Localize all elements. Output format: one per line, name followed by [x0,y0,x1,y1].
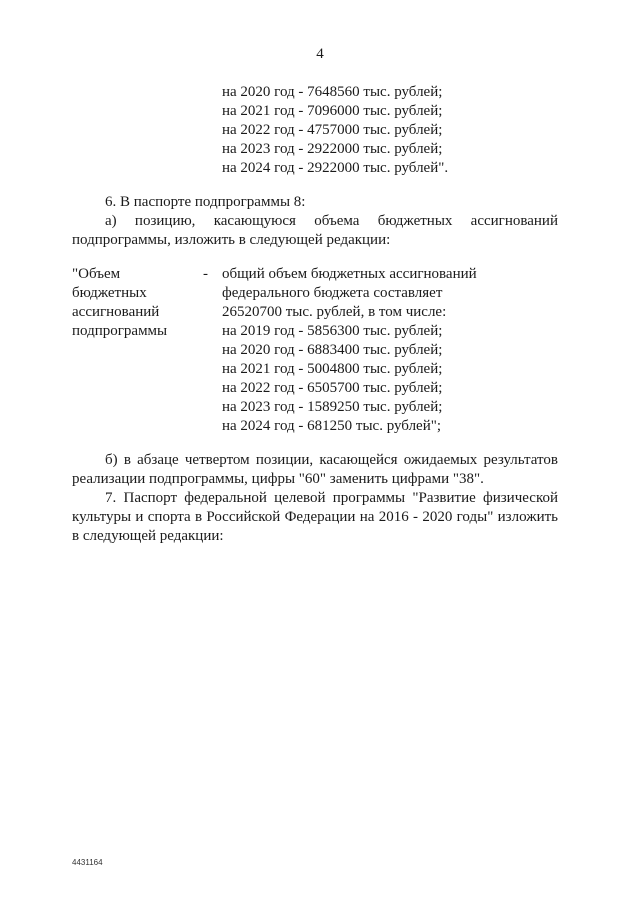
table-value-line: на 2023 год - 1589250 тыс. рублей; [222,399,443,415]
list-item: на 2023 год - 2922000 тыс. рублей; [222,141,443,157]
table-dash: - [203,266,208,282]
item-7-line-3: в следующей редакции: [72,528,224,544]
item-6-heading: 6. В паспорте подпрограммы 8: [105,194,306,210]
list-item: на 2024 год - 2922000 тыс. рублей". [222,160,449,176]
table-value-line: федерального бюджета составляет [222,285,443,301]
item-6a-line-2: подпрограммы, изложить в следующей редакции: [72,232,391,248]
document-code: 4431164 [72,858,103,867]
list-item: на 2021 год - 7096000 тыс. рублей; [222,103,443,119]
table-label-line: ассигнований [72,304,160,320]
table-value-line: общий объем бюджетных ассигнований [222,266,477,282]
table-value-line: 26520700 тыс. рублей, в том числе: [222,304,447,320]
table-value-line: на 2022 год - 6505700 тыс. рублей; [222,380,443,396]
item-6a-line-1: а) позицию, касающуюся объема бюджетных ассигнований [105,213,558,229]
list-item: на 2022 год - 4757000 тыс. рублей; [222,122,443,138]
table-label-line: бюджетных [72,285,147,301]
item-7-line-1: 7. Паспорт федеральной целевой программы "Развитие физической [105,490,558,506]
list-item: на 2020 год - 7648560 тыс. рублей; [222,84,443,100]
table-value-line: на 2021 год - 5004800 тыс. рублей; [222,361,443,377]
table-value-line: на 2020 год - 6883400 тыс. рублей; [222,342,443,358]
item-6b-line-2: реализации подпрограммы, цифры "60" заменить цифрами "38". [72,471,484,487]
item-6b-line-1: б) в абзаце четвертом позиции, касающейся ожидаемых результатов [105,452,558,468]
table-label-line: подпрограммы [72,323,168,339]
table-label-line: "Объем [72,266,121,282]
item-7-line-2: культуры и спорта в Российской Федерации на 2016 - 2020 годы" изложить [72,509,558,525]
table-value-line: на 2019 год - 5856300 тыс. рублей; [222,323,443,339]
page-number: 4 [316,46,324,62]
table-value-line: на 2024 год - 681250 тыс. рублей"; [222,418,442,434]
